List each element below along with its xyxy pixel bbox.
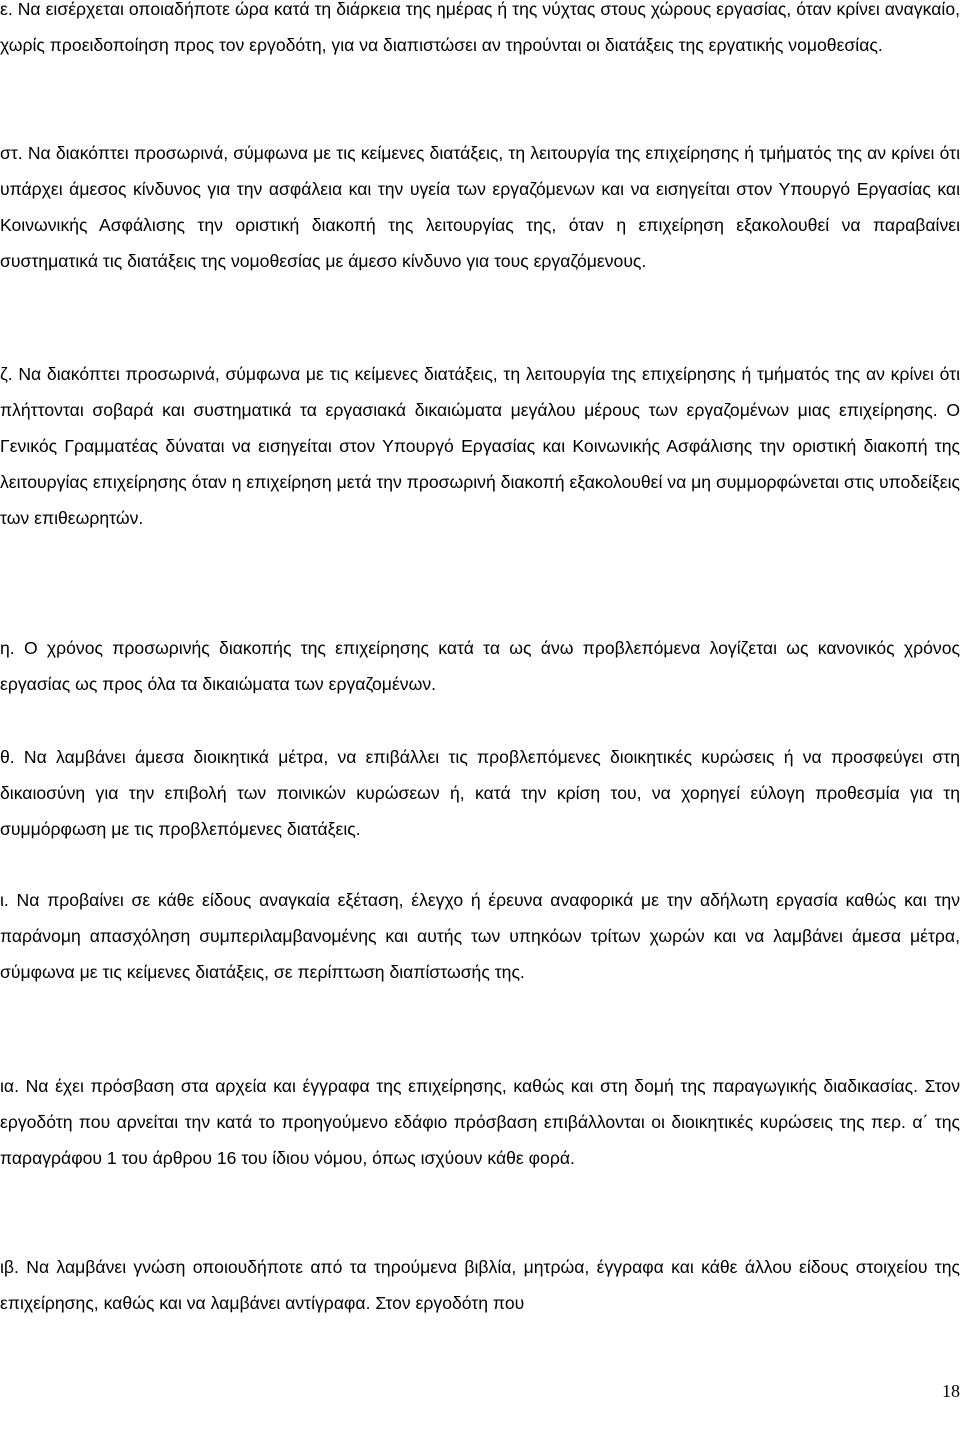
paragraph-ia: ια. Να έχει πρόσβαση στα αρχεία και έγγραφα της επιχείρησης, καθώς και στη δομή της παραγωγικής διαδικασίας. Στον εργοδότη που αρνείται την κατά το προηγούμενο εδάφιο πρόσβαση επιβάλλονται οι διοικητικές κυρώσεις της περ. α΄ της παραγράφου 1 του άρθρου 16 του ίδιου νόμου, όπως ισχύουν κάθε φορά.	[0, 1076, 960, 1168]
paragraph-st: στ. Να διακόπτει προσωρινά, σύμφωνα με τις κείμενες διατάξεις, τη λειτουργία της επιχείρησης ή τμήματός της αν κρίνει ότι υπάρχει άμεσος κίνδυνος για την ασφάλεια και την υγεία των εργαζόμενων και να εισηγείται στον Υπουργό Εργασίας και Κοινωνικής Ασφάλισης την οριστική διακοπή της λειτουργίας της, όταν η επιχείρηση εξακολουθεί να παραβαίνει συστηματικά τις διατάξεις της νομοθεσίας με άμεσο κίνδυνο για τους εργαζόμενους.	[0, 143, 960, 271]
paragraph-ib: ιβ. Να λαμβάνει γνώση οποιουδήποτε από τα τηρούμενα βιβλία, μητρώα, έγγραφα και κάθε άλλου είδους στοιχείου της επιχείρησης, καθώς και να λαμβάνει αντίγραφα. Στον εργοδότη που	[0, 1257, 960, 1313]
paragraph-z: ζ. Να διακόπτει προσωρινά, σύμφωνα με τις κείμενες διατάξεις, τη λειτουργία της επιχείρησης ή τμήματός της αν κρίνει ότι πλήττονται σοβαρά και συστηματικά τα εργασιακά δικαιώματα μεγάλου μέρους των εργαζομένων μιας επιχείρησης. Ο Γενικός Γραμματέας δύναται να εισηγείται στον Υπουργό Εργασίας και Κοινωνικής Ασφάλισης την οριστική διακοπή της λειτουργίας επιχείρησης όταν η επιχείρηση μετά την προσωρινή διακοπή εξακολουθεί να μη συμμορφώνεται στις υποδείξεις των επιθεωρητών.	[0, 364, 960, 528]
page-number: 18	[942, 1381, 960, 1401]
paragraph-h: η. Ο χρόνος προσωρινής διακοπής της επιχείρησης κατά τα ως άνω προβλεπόμενα λογίζεται ως κανονικός χρόνος εργασίας ως προς όλα τα δικαιώματα των εργαζομένων.	[0, 638, 960, 694]
paragraph-e: ε. Να εισέρχεται οποιαδήποτε ώρα κατά τη διάρκεια της ημέρας ή της νύχτας στους χώρους εργασίας, όταν κρίνει αναγκαίο, χωρίς προειδοποίηση προς τον εργοδότη, για να διαπιστώσει αν τηρούνται οι διατάξεις της εργατικής νομοθεσίας.	[0, 0, 960, 55]
paragraph-i: ι. Να προβαίνει σε κάθε είδους αναγκαία εξέταση, έλεγχο ή έρευνα αναφορικά με την αδήλωτη εργασία καθώς και την παράνομη απασχόληση συμπεριλαμβανομένης και αυτής των υπηκόων τρίτων χωρών και να λαμβάνει άμεσα μέτρα, σύμφωνα με τις κείμενες διατάξεις, σε περίπτωση διαπίστωσής της.	[0, 890, 960, 982]
paragraph-th: θ. Να λαμβάνει άμεσα διοικητικά μέτρα, να επιβάλλει τις προβλεπόμενες διοικητικές κυρώσεις ή να προσφεύγει στη δικαιοσύνη για την επιβολή των ποινικών κυρώσεων ή, κατά την κρίση του, να χορηγεί εύλογη προθεσμία για τη συμμόρφωση με τις προβλεπόμενες διατάξεις.	[0, 747, 960, 839]
